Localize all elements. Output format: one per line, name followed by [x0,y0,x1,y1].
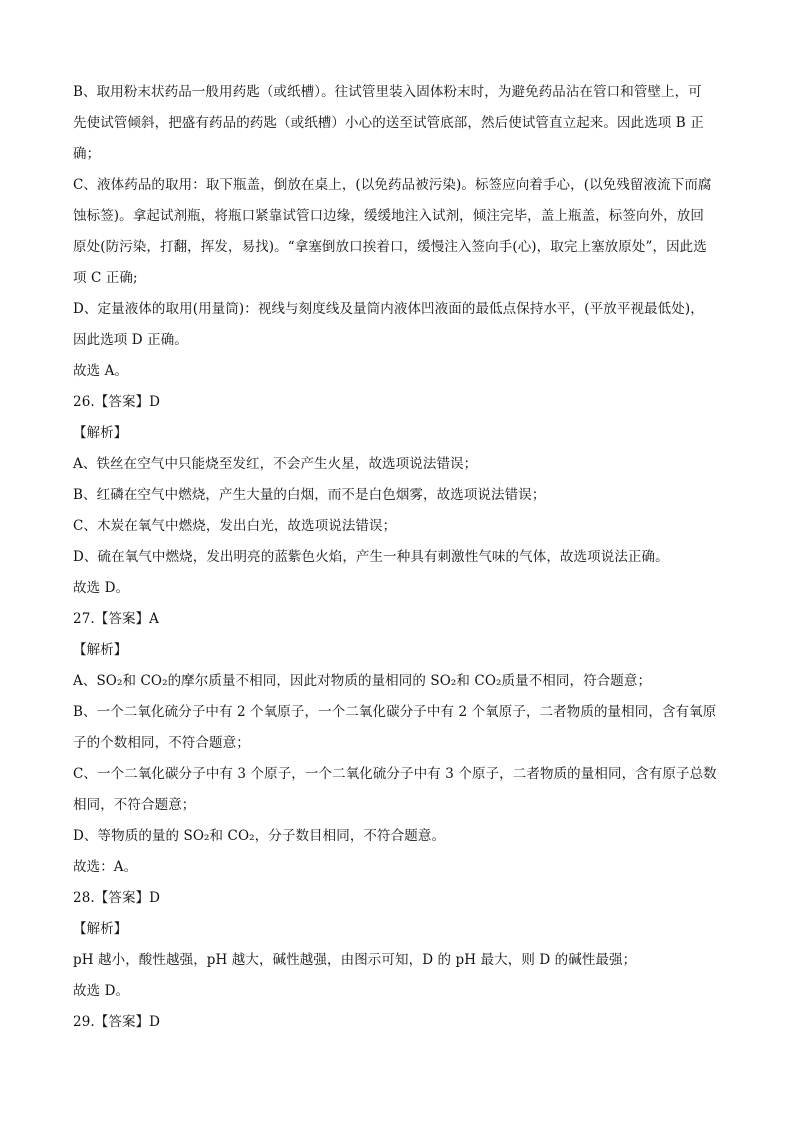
text-line: B、一个二氧化硫分子中有 2 个氧原子，一个二氧化碳分子中有 2 个氧原子，二者物质的量相同，含有氧原 [73,704,717,720]
text-line: 项 C 正确; [73,270,138,286]
answer-heading-28: 28.【答案】D [73,890,161,906]
text-line: C、一个二氧化碳分子中有 3 个原子，一个二氧化硫分子中有 3 个原子，二者物质的量相同，含有原子总数 [73,766,717,782]
analysis-heading: 【解析】 [73,921,128,937]
text-line: 原处(防污染，打翻，挥发，易找)。“拿塞倒放口挨着口，缓慢注入签向手(心)，取完上塞放原处”，因此选 [73,239,707,255]
text-line: A、SO₂和 CO₂的摩尔质量不相同，因此对物质的量相同的 SO₂和 CO₂质量不相同，符合题意； [73,673,652,689]
text-line: D、定量液体的取用(用量筒)：视线与刻度线及量筒内液体凹液面的最低点保持水平，(平放平视最低处)， [73,301,704,317]
text-line: 确； [73,146,101,162]
text-line: D、硫在氧气中燃烧，发出明亮的蓝紫色火焰，产生一种具有刺激性气味的气体，故选项说法正确。 [73,549,669,565]
text-line: pH 越小，酸性越强，pH 越大，碱性越强，由图示可知，D 的 pH 最大，则 D 的碱性最强； [73,952,637,968]
text-line: C、木炭在氧气中燃烧，发出白光，故选项说法错误； [73,518,397,534]
text-line: 故选 D。 [73,983,130,999]
text-line: 因此选项 D 正确。 [73,332,188,348]
text-line: 故选 A。 [73,363,129,379]
text-line: C、液体药品的取用：取下瓶盖，倒放在桌上，(以免药品被污染)。标签应向着手心，(以免残留液流下而腐 [73,177,712,193]
analysis-heading: 【解析】 [73,642,128,658]
answer-heading-29: 29.【答案】D [73,1014,161,1030]
answer-heading-26: 26.【答案】D [73,394,161,410]
analysis-heading: 【解析】 [73,425,128,441]
text-line: 故选 D。 [73,580,130,596]
text-line: A、铁丝在空气中只能烧至发红，不会产生火星，故选项说法错误； [73,456,478,472]
text-line: 先使试管倾斜，把盛有药品的药匙（或纸槽）小心的送至试管底部，然后使试管直立起来。因此选项 B 正 [73,115,704,131]
text-line: 相同，不符合题意； [73,797,196,813]
text-line: 故选：A。 [73,859,138,875]
text-line: B、取用粉末状药品一般用药匙（或纸槽）。往试管里装入固体粉末时，为避免药品沾在管口和管壁上，可 [73,84,702,100]
text-line: B、红磷在空气中燃烧，产生大量的白烟，而不是白色烟雾，故选项说法错误； [73,487,546,503]
answer-heading-27: 27.【答案】A [73,611,160,627]
text-line: 蚀标签)。拿起试剂瓶，将瓶口紧靠试管口边缘，缓缓地注入试剂，倾注完毕，盖上瓶盖，标签向外，放回 [73,208,704,224]
text-line: D、等物质的量的 SO₂和 CO₂，分子数目相同，不符合题意。 [73,828,446,844]
text-line: 子的个数相同，不符合题意； [73,735,250,751]
